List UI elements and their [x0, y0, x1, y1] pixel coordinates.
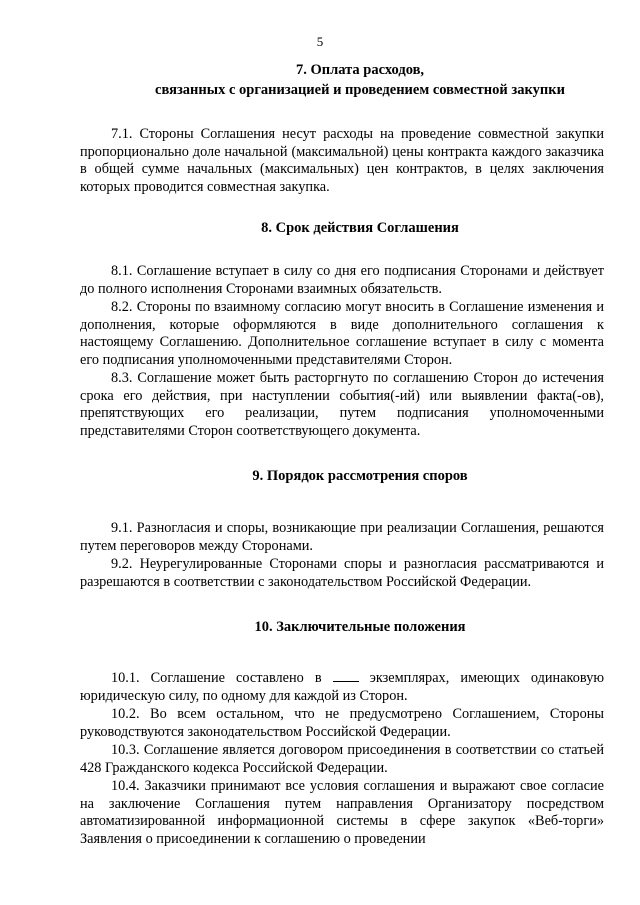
- paragraph-9-2: 9.2. Неурегулированные Сторонами споры и разногласия рассматриваются и разрешаются в соответствии с законодательством Российской Федерации.: [80, 556, 604, 590]
- paragraph-8-2: 8.2. Стороны по взаимному согласию могут вносить в Соглашение изменения и дополнения, которые оформляются в виде дополнительного соглашения к настоящему Соглашению. Дополнительное соглашение вступает в силу с момента его подписания уполномоченными представителями Сторон.: [80, 299, 604, 368]
- section-10-heading: 10. Заключительные положения: [254, 619, 466, 635]
- section-7-heading: [80, 60, 640, 100]
- paragraph-7-1: 7.1. Стороны Соглашения несут расходы на проведение совместной закупки пропорционально доле начальной (максимальной) цены контракта каждого заказчика в общей сумме начальных (максимальных) цен контрактов, в целях заключения которых проводится совместная закупка.: [80, 126, 604, 195]
- section-9-heading: 9. Порядок рассмотрения споров: [252, 468, 468, 484]
- paragraph-10-1-start: 10.1. Соглашение составлено в: [111, 670, 322, 686]
- section-7-heading-line-1: 7. Оплата расходов,: [295, 62, 425, 78]
- paragraph-8-1: 8.1. Соглашение вступает в силу со дня его подписания Сторонами и действует до полного исполнения Сторонами взаимных обязательств.: [80, 263, 604, 297]
- paragraph-10-1-end: экземплярах, имеющих одинаковую юридическую силу, по одному для каждой из Сторон.: [80, 670, 605, 704]
- page-number: 5: [316, 34, 324, 49]
- paragraph-10-1: [80, 670, 604, 705]
- section-7-heading-line-2: связанных с организацией и проведением совместной закупки: [155, 82, 565, 98]
- paragraph-10-4: 10.4. Заказчики принимают все условия соглашения и выражают свое согласие на заключение Соглашения путем направления Организатору посредством автоматизированной информационной системы в сфере закупок «Веб-торги» Заявления о присоединении к соглашению о проведении: [80, 778, 604, 847]
- paragraph-10-2: 10.2. Во всем остальном, что не предусмотрено Соглашением, Стороны руководствуются законодательством Российской Федерации.: [80, 706, 604, 740]
- paragraph-9-1: 9.1. Разногласия и споры, возникающие при реализации Соглашения, решаются путем переговоров между Сторонами.: [80, 520, 604, 554]
- paragraph-8-3: 8.3. Соглашение может быть расторгнуто по соглашению Сторон до истечения срока его действия, при наступлении события(-ий) или выявлении факта(-ов), препятствующих его реализации, путем подписания уполномоченными представителями Сторон соответствующего документа.: [80, 370, 604, 439]
- paragraph-10-3: 10.3. Соглашение является договором присоединения в соответствии со статьей 428 Гражданского кодекса Российской Федерации.: [80, 742, 604, 776]
- section-8-heading: 8. Срок действия Соглашения: [261, 220, 459, 236]
- copies-count-blank: [333, 670, 359, 682]
